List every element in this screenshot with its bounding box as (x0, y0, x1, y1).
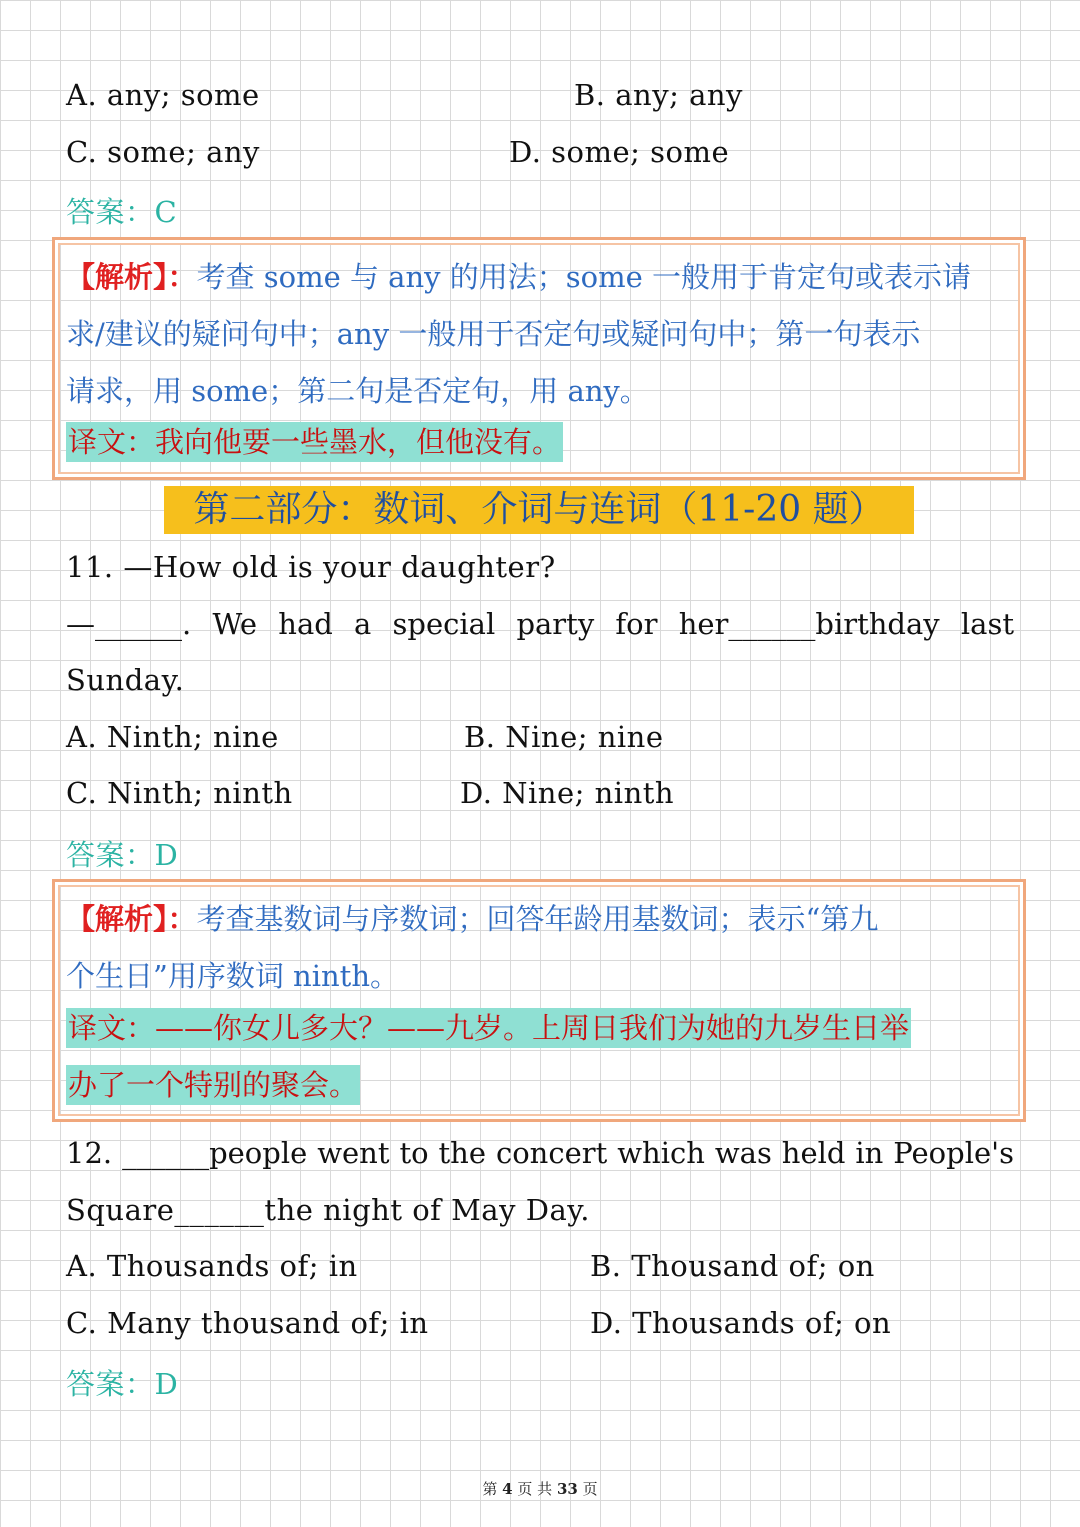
footer-middle: 页 共 (517, 1480, 553, 1498)
q10-option-c: C. some; any (66, 135, 260, 169)
q10-analysis-line1 (66, 255, 971, 296)
q11-stem-line3: Sunday. (66, 663, 185, 697)
q10-analysis-line3: 请求，用 some；第二句是否定句，用 any。 (66, 374, 649, 408)
q11-analysis-line2: 个生日”用序数词 ninth。 (66, 959, 400, 993)
q11-option-b: B. Nine; nine (464, 720, 664, 754)
q11-stem-line2: —______. We had a special party for her______birthday last (66, 607, 1014, 641)
q12-stem-line2: Square______the night of May Day. (66, 1193, 590, 1227)
q10-option-d: D. some; some (509, 135, 730, 169)
footer-total-pages: 33 (556, 1480, 578, 1498)
section-title: 第二部分：数词、介词与连词（11-20 题） (164, 486, 914, 534)
q11-analysis-text1: 考查基数词与序数词；回答年龄用基数词；表示“第九 (196, 902, 879, 936)
footer-page-number: 4 (502, 1480, 513, 1498)
q10-option-a: A. any; some (66, 78, 260, 112)
q12-option-a: A. Thousands of; in (66, 1249, 358, 1283)
q12-answer: 答案：D (66, 1367, 179, 1401)
q11-stem-line1: 11. —How old is your daughter? (66, 550, 556, 584)
q11-answer: 答案：D (66, 838, 179, 872)
q10-analysis-text1: 考查 some 与 any 的用法；some 一般用于肯定句或表示请 (196, 260, 971, 294)
q10-translation: 译文：我向他要一些墨水，但他没有。 (66, 422, 563, 462)
q12-option-b: B. Thousand of; on (590, 1249, 875, 1283)
q11-option-d: D. Nine; ninth (460, 776, 675, 810)
q11-translation-line1: 译文：——你女儿多大？——九岁。上周日我们为她的九岁生日举 (66, 1008, 911, 1048)
q12-option-c: C. Many thousand of; in (66, 1306, 429, 1340)
page-footer (0, 1478, 1080, 1499)
q11-option-a: A. Ninth; nine (66, 720, 279, 754)
q11-analysis-line1 (66, 897, 878, 938)
q12-option-d: D. Thousands of; on (590, 1306, 892, 1340)
q11-option-c: C. Ninth; ninth (66, 776, 293, 810)
q10-analysis-tag: 【解析】： (66, 260, 197, 294)
footer-suffix: 页 (582, 1480, 598, 1498)
q11-analysis-tag: 【解析】： (66, 902, 197, 936)
q11-translation-line2: 办了一个特别的聚会。 (66, 1065, 360, 1105)
q10-answer: 答案：C (66, 195, 178, 229)
footer-prefix: 第 (482, 1480, 498, 1498)
q10-option-b: B. any; any (574, 78, 743, 112)
q10-analysis-line2: 求/建议的疑问句中；any 一般用于否定句或疑问句中；第一句表示 (66, 317, 921, 351)
q12-stem-line1: 12. ______people went to the concert which was held in People's (66, 1136, 1014, 1170)
